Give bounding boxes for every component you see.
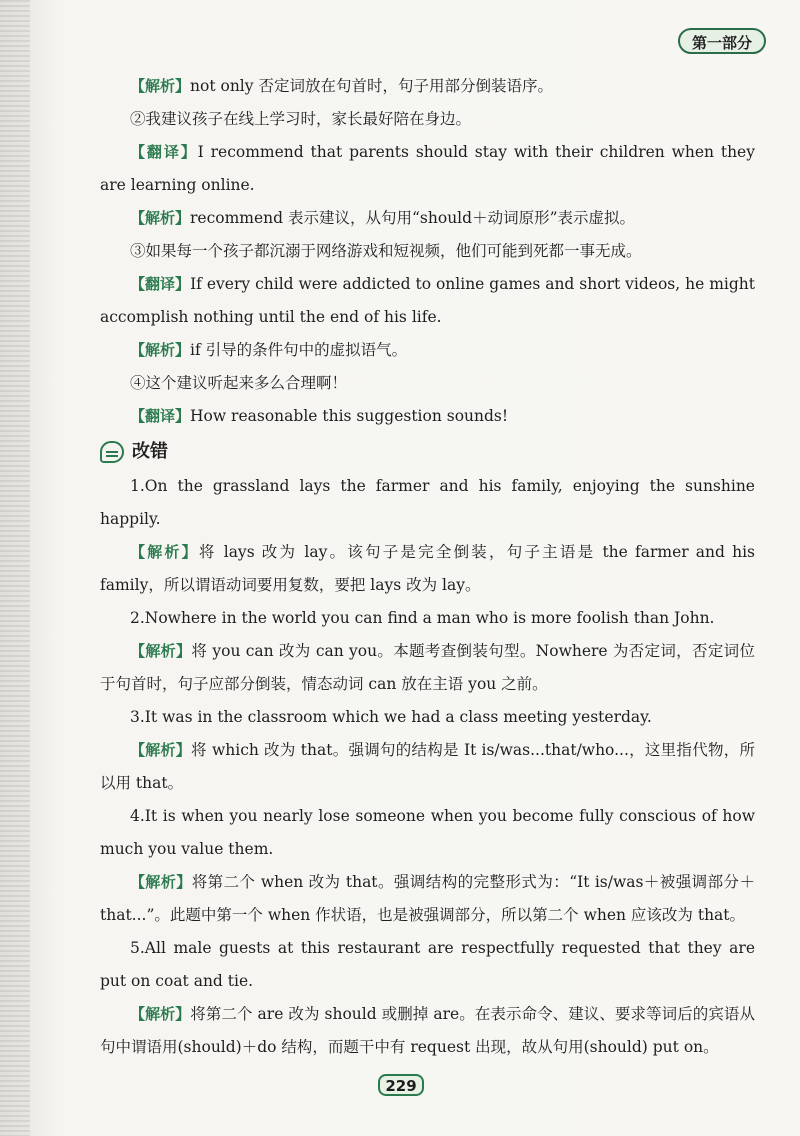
translation-tag: 【翻译】 [130, 275, 191, 293]
analysis-text: 将第二个 are 改为 should 或删掉 are。在表示命令、建议、要求等词后的宾语从句中谓语用(should)＋do 结构，而题干中有 request 出现，故从句用(should) put on。 [100, 1005, 755, 1056]
analysis-text: 将 which 改为 that。强调句的结构是 It is/was...that/who...，这里指代物，所以用 that。 [100, 741, 755, 792]
analysis-text: not only 否定词放在句首时，句子用部分倒装语序。 [190, 77, 553, 95]
exercise-sentence: 3.It was in the classroom which we had a class meeting yesterday. [130, 708, 652, 726]
analysis-text: 将 you can 改为 can you。本题考查倒装句型。Nowhere 为否定词，否定词位于句首时，句子应部分倒装，情态动词 can 放在主语 you 之前。 [100, 642, 755, 693]
exercise-analysis [100, 734, 755, 800]
speech-bubble-icon [100, 441, 124, 463]
binding-edge [0, 0, 30, 1136]
analysis-tag: 【解析】 [130, 543, 199, 561]
answer-translation [100, 400, 755, 433]
section-tab: 第一部分 [678, 28, 766, 54]
translation-text: I recommend that parents should stay with their children when they are learning online. [100, 143, 755, 194]
answer-translation [100, 268, 755, 334]
analysis-text: 将 lays 改为 lay。该句子是完全倒装，句子主语是 the farmer and his family，所以谓语动词要用复数，要把 lays 改为 lay。 [100, 543, 755, 594]
exercise-analysis [100, 536, 755, 602]
translation-text: If every child were addicted to online games and short videos, he might accomplish nothing until the end of his life. [100, 275, 755, 326]
question-text: ③如果每一个孩子都沉溺于网络游戏和短视频，他们可能到死都一事无成。 [130, 242, 642, 260]
exercise-sentence: 5.All male guests at this restaurant are respectfully requested that they are put on coat and tie. [100, 939, 755, 990]
translation-tag: 【翻译】 [130, 407, 191, 425]
exercise-sentence: 4.It is when you nearly lose someone when you become fully conscious of how much you value them. [100, 807, 755, 858]
section-heading-text: 改错 [132, 441, 168, 462]
exercise-analysis [100, 635, 755, 701]
analysis-text: recommend 表示建议，从句用“should＋动词原形”表示虚拟。 [190, 209, 635, 227]
page-content [100, 70, 755, 1064]
exercise-analysis [100, 866, 755, 932]
analysis-tag: 【解析】 [130, 642, 192, 660]
answer-analysis [100, 202, 755, 235]
exercise-analysis [100, 998, 755, 1064]
question-text: ②我建议孩子在线上学习时，家长最好陪在身边。 [130, 110, 472, 128]
analysis-tag: 【解析】 [130, 741, 192, 759]
analysis-text: 将第二个 when 改为 that。强调结构的完整形式为：“It is/was＋被强调部分＋that...”。此题中第一个 when 作状语，也是被强调部分，所以第二个 when 应该改为 that。 [100, 873, 755, 924]
section-heading [100, 435, 755, 468]
analysis-tag: 【解析】 [130, 1005, 191, 1023]
analysis-tag: 【解析】 [130, 77, 191, 95]
analysis-tag: 【解析】 [130, 341, 191, 359]
exercise-sentence: 2.Nowhere in the world you can find a man who is more foolish than John. [130, 609, 715, 627]
exercise-sentence: 1.On the grassland lays the farmer and his family, enjoying the sunshine happily. [100, 477, 755, 528]
translation-tag: 【翻译】 [130, 143, 198, 161]
answer-translation [100, 136, 755, 202]
answer-analysis [100, 334, 755, 367]
analysis-tag: 【解析】 [130, 873, 192, 891]
analysis-text: if 引导的条件句中的虚拟语气。 [190, 341, 408, 359]
analysis-tag: 【解析】 [130, 209, 191, 227]
question-text: ④这个建议听起来多么合理啊！ [130, 374, 348, 392]
translation-text: How reasonable this suggestion sounds! [190, 407, 509, 425]
page-number: 229 [378, 1074, 424, 1096]
answer-analysis [100, 70, 755, 103]
